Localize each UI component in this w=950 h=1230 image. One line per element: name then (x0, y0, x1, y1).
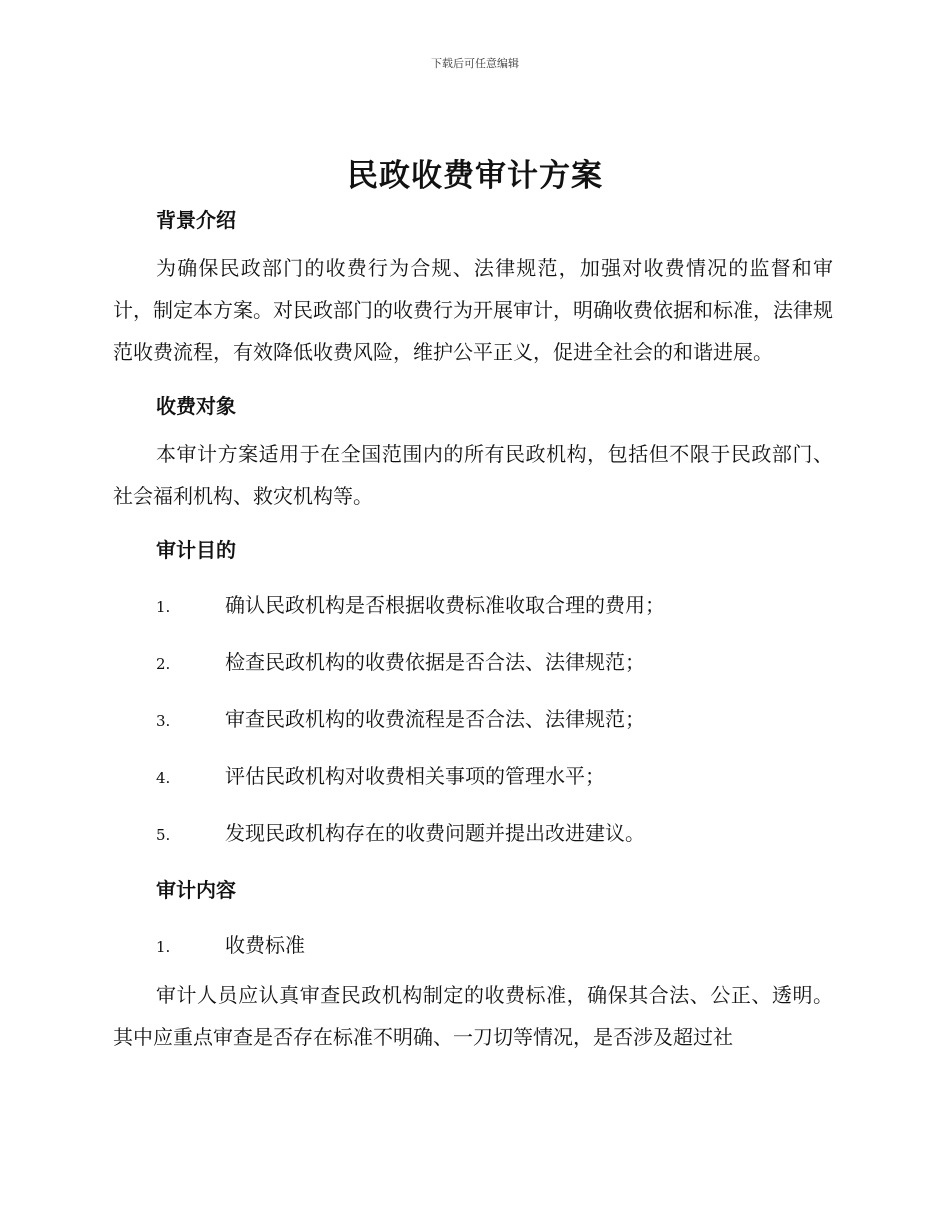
list-item (113, 761, 833, 793)
list-item-text: 发现民政机构存在的收费问题并提出改进建议。 (225, 821, 645, 845)
list-item-text: 评估民政机构对收费相关事项的管理水平； (225, 764, 605, 788)
list-item-number: 3. (156, 712, 171, 730)
list-item (113, 818, 833, 850)
list-item (113, 704, 833, 736)
list-item-number: 1. (156, 598, 171, 616)
list-item-number: 5. (156, 826, 171, 844)
section-heading-target: 收费对象 (156, 394, 236, 418)
section-heading-content: 审计内容 (156, 878, 236, 902)
list-item (113, 930, 833, 962)
list-item-number: 2. (156, 655, 171, 673)
section-paragraph-background: 为确保民政部门的收费行为合规、法律规范，加强对收费情况的监督和审计，制定本方案。对民政部门的收费行为开展审计，明确收费依据和标准，法律规范收费流程，有效降低收费风险，维护公平正义，促进全社会的和谐进展。 (113, 256, 833, 364)
list-item (113, 647, 833, 679)
list-item-text: 收费标准 (225, 933, 305, 957)
document-title: 民政收费审计方案 (347, 158, 603, 194)
section-paragraph-content: 审计人员应认真审查民政机构制定的收费标准，确保其合法、公正、透明。其中应重点审查是否存在标准不明确、一刀切等情况，是否涉及超过社 (113, 983, 833, 1049)
list-item-number: 1. (156, 938, 171, 956)
list-item-text: 检查民政机构的收费依据是否合法、法律规范； (225, 650, 645, 674)
section-paragraph-target: 本审计方案适用于在全国范围内的所有民政机构，包括但不限于民政部门、社会福利机构、救灾机构等。 (113, 442, 833, 508)
document-body (113, 205, 833, 1058)
list-item-text: 确认民政机构是否根据收费标准收取合理的费用； (225, 593, 665, 617)
list-item-text: 审查民政机构的收费流程是否合法、法律规范； (225, 707, 645, 731)
list-item (113, 590, 833, 622)
list-item-number: 4. (156, 769, 171, 787)
header-note: 下载后可任意编辑 (431, 57, 519, 70)
section-heading-background: 背景介绍 (156, 208, 236, 232)
section-heading-purpose: 审计目的 (156, 538, 236, 562)
